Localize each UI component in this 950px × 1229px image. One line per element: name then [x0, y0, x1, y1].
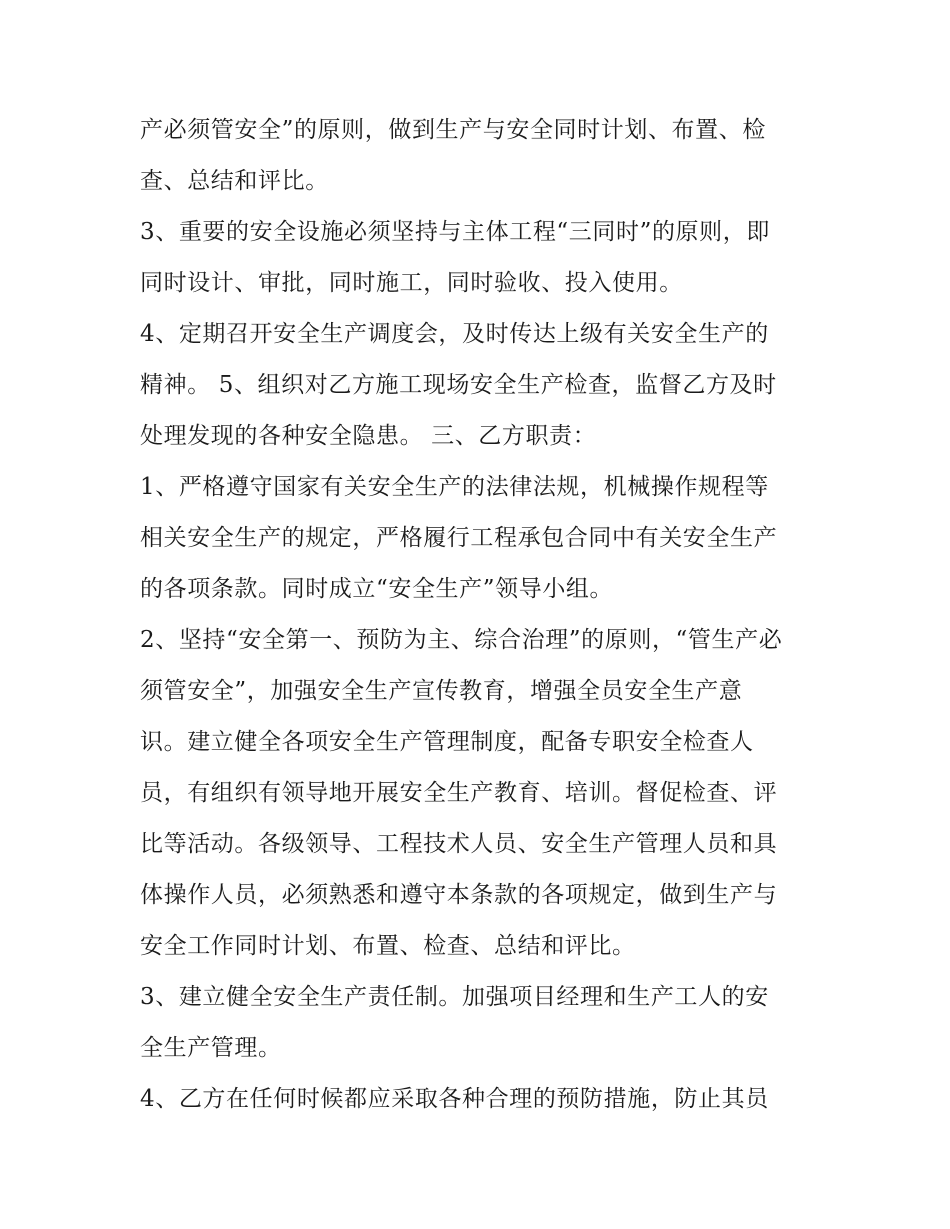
text-line: 4、乙方在任何时候都应采取各种合理的预防措施，防止其员 — [140, 1086, 769, 1112]
text-line: 相关安全生产的规定，严格履行工程承包合同中有关安全生产 — [140, 525, 778, 551]
text-line: 处理发现的各种安全隐患。 三、乙方职责： — [140, 423, 597, 449]
text-line: 体操作人员，必须熟悉和遵守本条款的各项规定，做到生产与 — [140, 882, 778, 908]
text-line: 安全工作同时计划、布置、检查、总结和评比。 — [140, 933, 636, 959]
text-line: 1、严格遵守国家有关安全生产的法律法规，机械操作规程等 — [140, 474, 769, 500]
text-line: 精神。 5、组织对乙方施工现场安全生产检查，监督乙方及时 — [140, 372, 777, 398]
text-line: 2、坚持“安全第一、预防为主、综合治理”的原则，“管生产必 — [140, 627, 783, 653]
text-line: 的各项条款。同时成立“安全生产”领导小组。 — [140, 576, 614, 602]
body-text — [140, 105, 820, 1125]
text-line: 员，有组织有领导地开展安全生产教育、培训。督促检查、评 — [140, 780, 778, 806]
text-line: 同时设计、审批，同时施工，同时验收、投入使用。 — [140, 270, 683, 296]
text-line: 产必须管安全”的原则，做到生产与安全同时计划、布置、检 — [140, 117, 766, 143]
text-line: 查、总结和评比。 — [140, 168, 329, 194]
text-line: 4、定期召开安全生产调度会，及时传达上级有关安全生产的 — [140, 321, 769, 347]
text-line: 识。建立健全各项安全生产管理制度，配备专职安全检查人 — [140, 729, 754, 755]
text-line: 全生产管理。 — [140, 1035, 282, 1061]
text-line: 须管安全”，加强安全生产宣传教育，增强全员安全生产意 — [140, 678, 743, 704]
text-line: 比等活动。各级领导、工程技术人员、安全生产管理人员和具 — [140, 831, 778, 857]
text-line: 3、重要的安全设施必须坚持与主体工程“三同时”的原则，即 — [140, 219, 770, 245]
text-line: 3、建立健全安全生产责任制。加强项目经理和生产工人的安 — [140, 984, 769, 1010]
